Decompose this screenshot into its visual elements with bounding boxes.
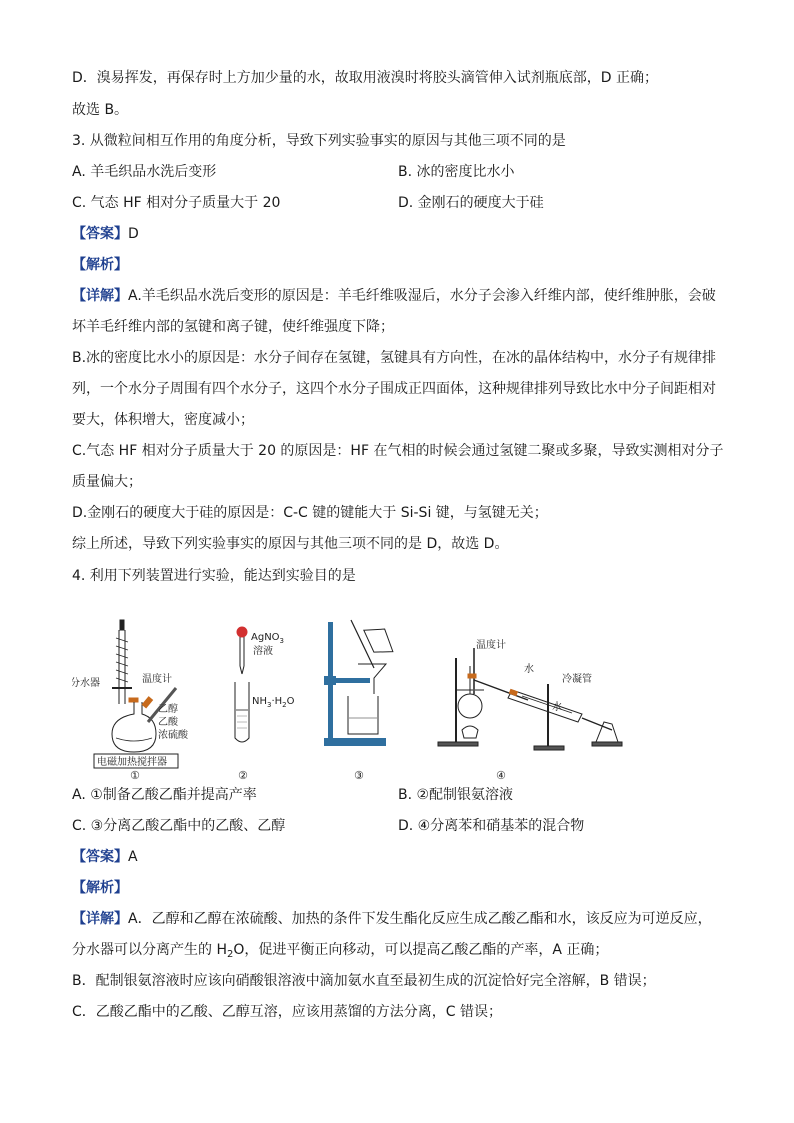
answer-value: A — [128, 849, 138, 865]
detail-text: 分水器可以分离产生的 H — [72, 942, 227, 958]
option-4c: C. ③分离乙酸乙酯中的乙酸、乙醇 — [72, 818, 286, 834]
detail-3-line-7: 质量偏大； — [72, 474, 142, 490]
detail-4-line-3: B．配制银氨溶液时应该向硝酸银溶液中滴加氨水直至最初生成的沉淀恰好完全溶解，B 错误； — [72, 973, 656, 989]
label-separator: 分水器 — [72, 678, 100, 689]
label-ammonia: $NH_3\cdot H_2O$ — [252, 696, 295, 709]
option-3b: B. 冰的密度比水小 — [398, 164, 515, 180]
figure-number-2: ② — [238, 769, 248, 782]
detail-text: O，促进平衡正向移动，可以提高乙酸乙酯的产率，A 正确； — [233, 942, 609, 958]
text-line: 故选 B。 — [72, 102, 129, 118]
label-condenser: 冷凝管 — [562, 674, 592, 685]
detail-3-line-6: C.气态 HF 相对分子质量大于 20 的原因是：HF 在气相的时候会通过氢键二聚或多聚，导致实测相对分子 — [72, 443, 724, 459]
figure-number-4: ④ — [496, 769, 506, 782]
detail-tag: 【详解】 — [72, 911, 128, 927]
detail-3-line-8: D.金刚石的硬度大于硅的原因是：C-C 键的键能大于 Si-Si 键，与氢键无关； — [72, 505, 548, 521]
detail-3-line-3: B.冰的密度比水小的原因是：水分子间存在氢键，氢键具有方向性，在冰的晶体结构中，水分子有规律排 — [72, 350, 717, 366]
detail-3-line-1 — [72, 286, 716, 306]
label-water-out: 水 — [552, 702, 562, 713]
subscript: 2 — [226, 949, 234, 960]
analysis-tag-3: 【解析】 — [72, 257, 128, 273]
detail-3-line-4: 列，一个水分子周围有四个水分子，这四个水分子围成正四面体，这种规律排列导致比水中分子间距相对 — [72, 381, 716, 397]
question-4: 4. 利用下列装置进行实验，能达到实验目的是 — [72, 568, 356, 584]
apparatus-svg — [72, 618, 672, 783]
detail-tag: 【详解】 — [72, 288, 128, 304]
label-agno3: AgNO$_3$ — [251, 632, 285, 645]
answer-3 — [72, 224, 139, 244]
stand-base — [324, 738, 386, 746]
label-solution: 溶液 — [253, 646, 273, 657]
detail-4-line-4: C．乙酸乙酯中的乙酸、乙醇互溶，应该用蒸馏的方法分离，C 错误； — [72, 1004, 502, 1020]
option-4d: D. ④分离苯和硝基苯的混合物 — [398, 818, 585, 834]
detail-4-line-1 — [72, 909, 712, 929]
label-thermometer: 温度计 — [142, 674, 172, 685]
figure-2 — [235, 627, 249, 742]
option-4b: B. ②配制银氨溶液 — [398, 787, 514, 803]
figure-number-1: ① — [130, 769, 140, 782]
figure-1 — [94, 620, 178, 768]
answer-tag: 【答案】 — [72, 226, 128, 242]
analysis-tag-4: 【解析】 — [72, 880, 128, 896]
text-line: D．溴易挥发，再保存时上方加少量的水，故取用液溴时将胶头滴管伸入试剂瓶底部，D 正确； — [72, 70, 659, 86]
answer-4 — [72, 847, 138, 867]
option-3c: C. 气态 HF 相对分子质量大于 20 — [72, 195, 281, 211]
detail-text: A．乙醇和乙醇在浓硫酸、加热的条件下发生酯化反应生成乙酸乙酯和水，该反应为可逆反应， — [128, 911, 712, 927]
label-water-in: 水 — [524, 664, 534, 675]
figure-3 — [324, 620, 393, 746]
label-ethanol: 乙醇 — [158, 704, 178, 715]
detail-3-line-5: 要大，体积增大，密度减小； — [72, 412, 254, 428]
figure-number-3: ③ — [354, 769, 364, 782]
stopper — [129, 698, 138, 702]
detail-3-line-9: 综上所述，导致下列实验事实的原因与其他三项不同的是 D，故选 D。 — [72, 536, 509, 552]
label-sulfuric-acid: 浓硫酸 — [158, 730, 188, 741]
label-thermometer-4: 温度计 — [476, 640, 506, 651]
option-4a: A. ①制备乙酸乙酯并提高产率 — [72, 787, 257, 803]
detail-text: A.羊毛织品水洗后变形的原因是：羊毛纤维吸湿后，水分子会渗入纤维内部，使纤维肿胀，会破 — [128, 288, 716, 304]
option-3d: D. 金刚石的硬度大于硅 — [398, 195, 544, 211]
dropper-bulb — [237, 627, 247, 637]
label-stirrer: 电磁加热搅拌器 — [97, 757, 167, 768]
label-acetic-acid: 乙酸 — [158, 717, 178, 728]
stopcock-top — [120, 620, 124, 630]
apparatus-figure — [72, 618, 672, 783]
detail-4-line-2 — [72, 940, 608, 960]
option-3a: A. 羊毛织品水洗后变形 — [72, 164, 217, 180]
answer-tag: 【答案】 — [72, 849, 128, 865]
question-3: 3. 从微粒间相互作用的角度分析，导致下列实验事实的原因与其他三项不同的是 — [72, 133, 566, 149]
detail-3-line-2: 坏羊毛纤维内部的氢键和离子键，使纤维强度下降； — [72, 319, 394, 335]
answer-value: D — [128, 226, 139, 242]
